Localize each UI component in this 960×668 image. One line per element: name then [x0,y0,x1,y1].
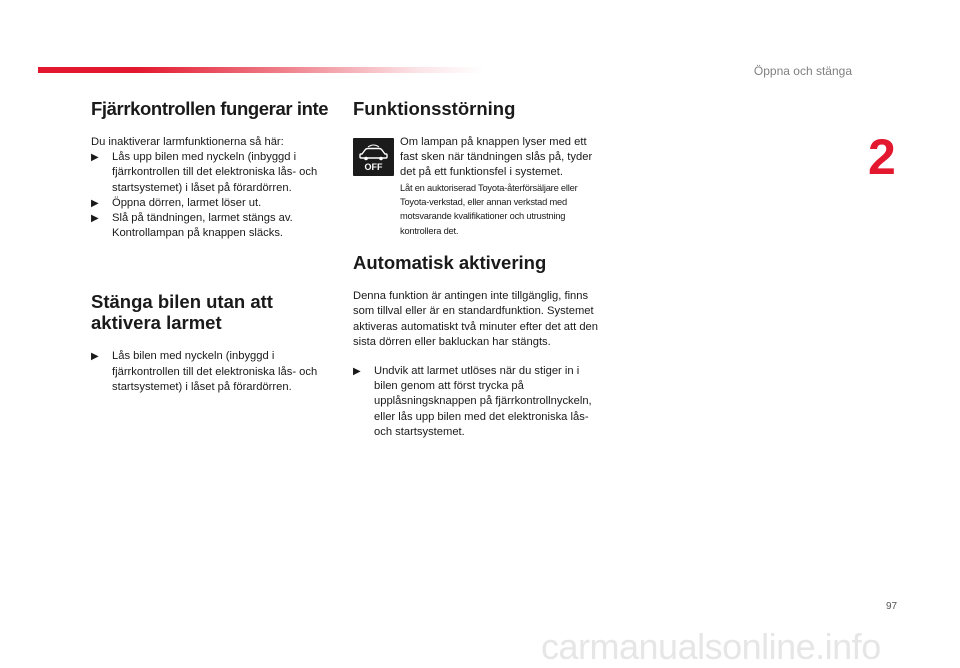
svg-text:OFF: OFF [364,162,383,172]
heading-automatic-activation: Automatisk aktivering [353,252,547,274]
bullet-marker-icon: ▶ [91,152,99,164]
section-title: Öppna och stänga [753,64,852,78]
header-accent-bar [38,67,483,73]
bullet-marker-icon: ▶ [91,351,99,363]
list-item: ▶ Lås upp bilen med nyckeln (inbyggd i fjärrkontrollen till det elektroniska lås- och startsystemet) i låset på förardörren. [91,151,318,194]
watermark: carmanualsonline.info [541,626,881,667]
heading-lock-without-alarm: Stänga bilen utan att aktivera larmet [91,291,273,334]
chapter-number: 2 [868,129,896,185]
malfunction-text: Om lampan på knappen lyser med ett fast sken när tändningen slås på, tyder det på ett funktionsfel i systemet. [400,136,593,179]
right-column [353,98,603,440]
list-item: ▶ Undvik att larmet utlöses när du stiger in i bilen genom att först trycka på upplåsningsknappen på fjärrkontrollnyckeln, eller lås upp bilen med det elektroniska lås- och startsystemet. [353,365,592,438]
alarm-off-warning-icon [353,138,394,176]
list-item: ▶ Slå på tändningen, larmet stängs av. Kontrollampan på knappen släcks. [91,212,293,240]
page-number: 97 [886,601,898,612]
bullet-marker-icon: ▶ [353,366,361,378]
left-column [91,98,341,395]
list-item: ▶ Lås bilen med nyckeln (inbyggd i fjärrkontrollen till det elektroniska lås- och startsystemet) i låset på förardörren. [91,350,318,393]
malfunction-note: Låt en auktoriserad Toyota-återförsäljare eller Toyota-verkstad, eller annan verkstad med motsvarande kvalifikationer och utrustning kontrollera det. [400,182,578,236]
automatic-activation-text: Denna funktion är antingen inte tillgänglig, finns som tillval eller är en standardfunktion. Systemet aktiveras automatiskt två minuter efter det att den sista dörren eller bakluckan har stängts. [353,290,598,348]
bullet-marker-icon: ▶ [91,197,99,209]
heading-remote-not-working: Fjärrkontrollen fungerar inte [91,98,329,119]
list-item: ▶ Öppna dörren, larmet löser ut. [91,196,341,211]
intro-text: Du inaktiverar larmfunktionerna så här: [91,136,284,148]
heading-malfunction: Funktionsstörning [353,98,516,119]
malfunction-block [353,135,603,238]
bullet-marker-icon: ▶ [91,213,99,225]
